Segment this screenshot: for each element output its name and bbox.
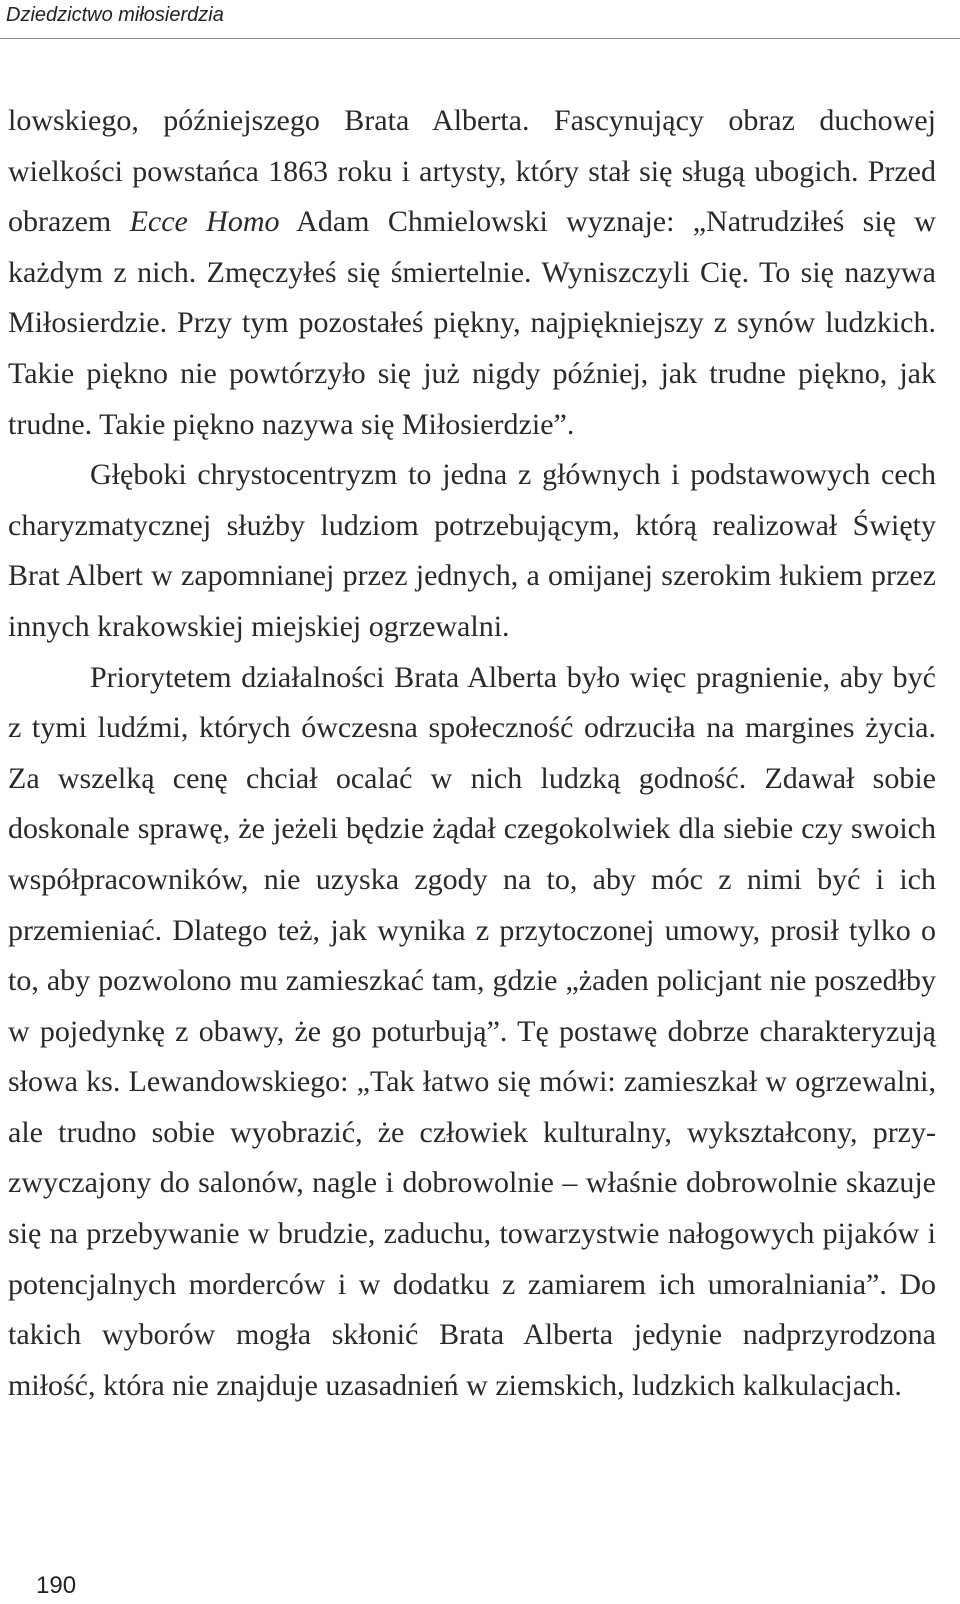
body-text <box>8 96 936 1411</box>
paragraph-1 <box>8 96 936 450</box>
paragraph-1-text-start: lowskiego, późniejszego Brata Alberta. Fascynujący obraz duchowej wielkości powstańca 1863 roku i artysty, który stał się sługą ubogich. Przed obrazem <box>8 104 936 239</box>
paragraph-1-text-end: Adam Chmielowski wyznaje: „Natrudziłeś się w każdym z nich. Zmęczyłeś się śmiertelnie. Wyniszczyli Cię. To się nazywa Miłosierdzie. Przy tym pozostałeś piękny, najpiękniejszy z synów ludzkich. Takie piękno nie powtórzyło się już nigdy później, jak trudne piękno, jak trudne. Takie piękno nazywa się Miłosierdzie”. <box>8 205 936 441</box>
artwork-title: Ecce Homo <box>129 205 280 239</box>
header-divider <box>0 38 960 39</box>
paragraph-2: Głęboki chrystocentryzm to jedna z głównych i podstawowych cech charyzmatycznej służby ludziom potrzebującym, którą realizował Święty Brat Albert w zapomnianej przez jednych, a omijanej szerokim łukiem przez innych krakowskiej miejskiej ogrzewalni. <box>8 458 936 643</box>
page-number: 190 <box>36 1572 77 1599</box>
paragraph-3: Priorytetem działalności Brata Alberta było więc pragnienie, aby być z tymi ludźmi, których ówczesna społeczność odrzuciła na margines życia. Za wszelką cenę chciał ocalać w nich ludzką godność. Zdawał sobie doskonale sprawę, że jeżeli będzie żądał czegokolwiek dla siebie czy swoich współpracowników, nie uzyska zgody na to, aby móc z nimi być i ich przemieniać. Dlatego też, jak wynika z przytoczonej umowy, prosił tylko o to, aby pozwolono mu zamieszkać tam, gdzie „żaden policjant nie poszedłby w pojedynkę z obawy, że go poturbują”. Tę postawę dobrze charakteryzują słowa ks. Lewandowskiego: „Tak łatwo się mówi: zamieszkał w ogrzewalni, ale trudno sobie wyobrazić, że człowiek kulturalny, wykształcony, przyzwyczajony do salonów, nagle i dobrowolnie – właśnie dobrowolnie skazuje się na przebywanie w brudzie, zaduchu, towarzystwie nałogowych pijaków i potencjalnych morderców i w dodatku z zamiarem ich umoralniania”. Do takich wyborów mogła skłonić Brata Alberta jedynie nadprzyrodzona miłość, która nie znajduje uzasadnień w ziemskich, ludzkich kalkulacjach. <box>8 660 936 1402</box>
running-header: Dziedzictwo miłosierdzia <box>6 4 224 26</box>
